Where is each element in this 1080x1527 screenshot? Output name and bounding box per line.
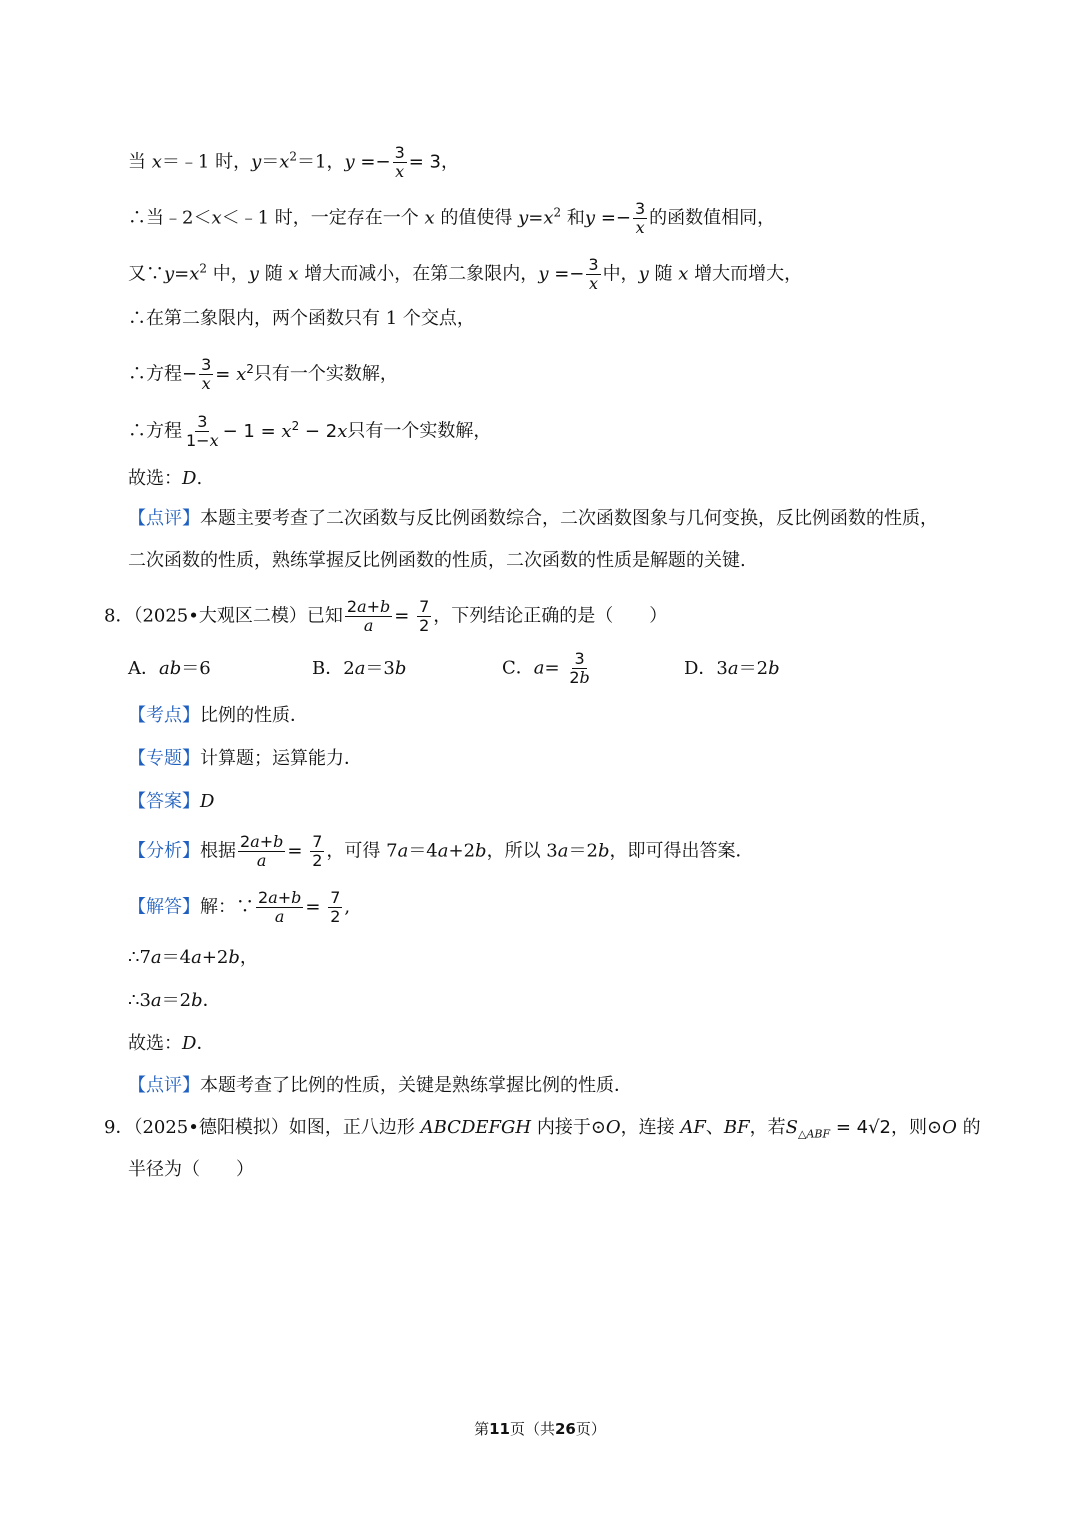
q8-comment: 【点评】本题考查了比例的性质，关键是熟练掌握比例的性质． bbox=[128, 1075, 632, 1096]
option-d[interactable]: D．3a＝2b bbox=[684, 658, 780, 679]
solution-line-7: 故选：D. bbox=[128, 468, 203, 489]
q8-solution: 【解答】解：∵ $\frac{2a+b}{a}$ = $\frac{7}{2}$ , bbox=[128, 888, 351, 926]
solution-line-1: 当 x＝﹣1 时，$y=x^2=1$，y =− $\frac{3}{x}$ = 3， bbox=[128, 143, 460, 181]
question-9-stem: 9．（2025•德阳模拟）如图，正八边形 ABCDEFGH 内接于⊙O，连接 AF、BF，若$S_{\triangle ABF} = 4√2$，则⊙O 的 bbox=[104, 1117, 981, 1141]
option-c[interactable]: C．a= $\frac{3}{2b}$ bbox=[502, 649, 590, 687]
page-footer: 第11页（共26页） bbox=[474, 1420, 606, 1438]
solution-line-2: ∴当﹣2＜x＜﹣1 时，一定存在一个 x 的值使得 $y=x^2$ 和y =− $\frac{3}{x}$ 的函数值相同， bbox=[128, 199, 776, 237]
q8-zhuanti: 【专题】计算题；运算能力． bbox=[128, 748, 362, 769]
comment-line-2: 二次函数的性质，熟练掌握反比例函数的性质，二次函数的性质是解题的关键. bbox=[128, 550, 746, 571]
q8-step-2: ∴3a＝2b． bbox=[128, 990, 221, 1011]
option-b[interactable]: B．2a＝3b bbox=[312, 658, 407, 679]
question-9-stem-2: 半径为（ ） bbox=[128, 1159, 254, 1180]
solution-line-3: 又$\because y=x^2$ 中，y 随 x 增大而减小，在第二象限内，y =− $\frac{3}{x}$ 中，y 随 x 增大而增大， bbox=[128, 255, 803, 293]
solution-line-4: ∴在第二象限内，两个函数只有 1 个交点， bbox=[128, 308, 475, 329]
q8-answer: 【答案】D bbox=[128, 791, 215, 812]
option-a[interactable]: A．ab＝6 bbox=[128, 658, 211, 679]
solution-line-6: ∴方程 $\frac{3}{1-x}$ − $1 = x^2 - 2x$只有一个实数解， bbox=[128, 412, 492, 450]
comment-line-1: 【点评】本题主要考查了二次函数与反比例函数综合，二次函数图象与几何变换，反比例函数的性质， bbox=[128, 508, 938, 529]
q8-step-1: ∴7a＝4a+2b， bbox=[128, 947, 258, 968]
q8-analysis: 【分析】根据 $\frac{2a+b}{a}$ = $\frac{7}{2}$ ，可得 7a＝4a+2b，所以 3a＝2b，即可得出答案． bbox=[128, 832, 754, 870]
solution-line-5: ∴方程− $\frac{3}{x}$ = $x^2$只有一个实数解， bbox=[128, 355, 398, 393]
q8-step-3: 故选：D． bbox=[128, 1033, 215, 1054]
question-8-stem: 8．（2025•大观区二模）已知 $\frac{2a+b}{a}$ = $\frac{7}{2}$ ，下列结论正确的是（ ） bbox=[104, 597, 668, 635]
q8-kaodian: 【考点】比例的性质． bbox=[128, 705, 308, 726]
